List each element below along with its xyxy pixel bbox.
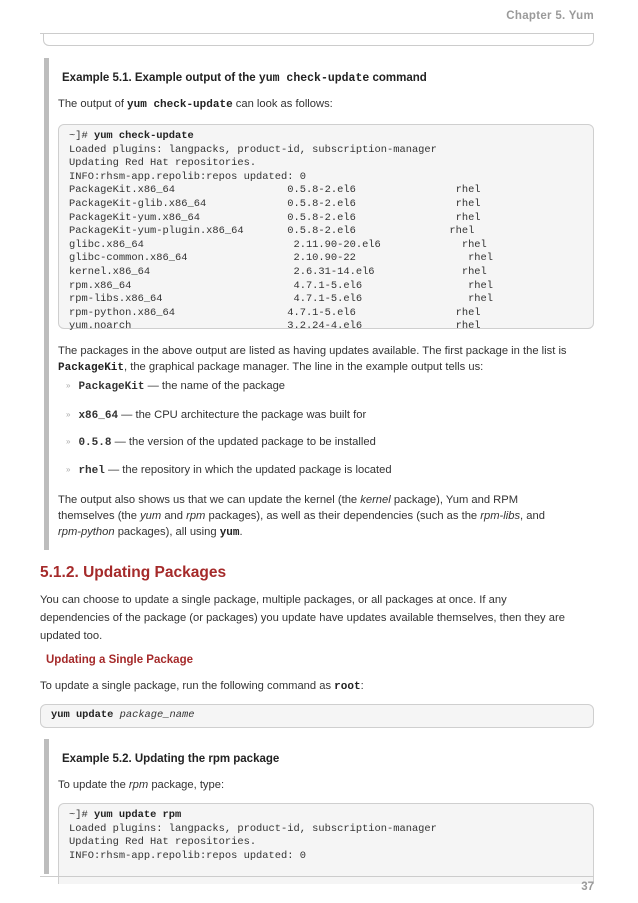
code-line: rpm-libs.x86_64 4.7.1-5.el6 rhel [69,293,494,306]
example-5-1-para3-line1: The output also shows us that we can update the kernel (the kernel package), Yum and RPM [58,494,519,506]
code-line: PackageKit-yum.x86_64 0.5.8-2.el6 rhel [69,211,481,224]
bullet-item: » 0.5.8 — the version of the updated package to be installed [66,436,376,449]
example-5-1-sidebar [44,58,49,550]
example-5-2-title: Example 5.2. Updating the rpm package [62,753,280,765]
code-line: INFO:rhsm-app.repolib:repos updated: 0 [69,170,306,183]
code-line: ~]# [69,130,94,142]
section-para-line3: updated too. [40,630,103,642]
bullet-item: » rhel — the repository in which the updated package is located [66,464,392,477]
code-command: yum check-update [93,130,194,142]
bottom-rule [40,876,594,877]
example-5-2-intro: To update the rpm package, type: [58,779,225,791]
chevron-bullet-icon: » [66,381,71,390]
section-para-line2: dependencies of the package (or packages) you update have updates available themselves, then they are [40,612,565,624]
subsection-heading: Updating a Single Package [46,654,193,666]
previous-code-box-tail [43,33,594,46]
update-command-box [40,704,594,728]
running-head: Chapter 5. Yum [506,10,594,22]
example-5-1-code-block [58,124,594,333]
example-5-1-para2-line1: The packages in the above output are listed as having updates available. The first package in the list is [58,345,567,357]
code-line: kernel.x86_64 2.6.31-14.el6 rhel [69,265,487,278]
subsection-para: To update a single package, run the following command as root: [40,680,364,693]
example-5-2-sidebar [44,739,49,874]
code-line: PackageKit.x86_64 0.5.8-2.el6 rhel [69,184,481,197]
section-heading: 5.1.2. Updating Packages [40,564,227,581]
code-line: yum.noarch 3.2.24-4.el6 rhel [69,320,481,333]
chevron-bullet-icon: » [66,465,71,474]
example-5-1-para3-line3: rpm-python packages), all using yum. [58,526,243,539]
section-para-line1: You can choose to update a single package, multiple packages, or all packages at once. If any [40,594,507,606]
example-5-1-intro: The output of yum check-update can look as follows: [58,98,333,111]
code-line: PackageKit-yum-plugin.x86_64 0.5.8-2.el6 rhel [69,225,475,238]
example-5-2-code-block [58,803,594,884]
code-line: rpm.x86_64 4.7.1-5.el6 rhel [69,279,494,292]
bullet-item: » x86_64 — the CPU architecture the package was built for [66,409,367,422]
bullet-item: » PackageKit — the name of the package [66,380,286,393]
update-command: yum update package_name [51,709,195,721]
code-line: glibc-common.x86_64 2.10.90-22 rhel [69,252,494,265]
example-5-1-title: Example 5.1. Example output of the yum check-update command [62,72,427,85]
code-line: Updating Red Hat repositories. [69,157,257,170]
page-number: 37 [581,881,594,893]
code-line: PackageKit-glib.x86_64 0.5.8-2.el6 rhel [69,197,481,210]
code-line: Loaded plugins: langpacks, product-id, subscription-manager [69,143,437,156]
code-listing: ~]# yum update rpm Loaded plugins: langpacks, product-id, subscription-manager Updating Red Hat repositories. INFO:rhsm-app.repolib:repos updated: 0 [69,809,437,862]
code-listing [59,125,593,334]
code-line: glibc.x86_64 2.11.90-20.el6 rhel [69,238,487,251]
example-5-1-para2-line2: PackageKit, the graphical package manager. The line in the example output tells us: [58,361,484,374]
chevron-bullet-icon: » [66,437,71,446]
example-5-1-para3-line2: themselves (the yum and rpm packages), as well as their dependencies (such as the rpm-libs, and [58,510,545,522]
code-line: rpm-python.x86_64 4.7.1-5.el6 rhel [69,306,481,319]
chevron-bullet-icon: » [66,410,71,419]
